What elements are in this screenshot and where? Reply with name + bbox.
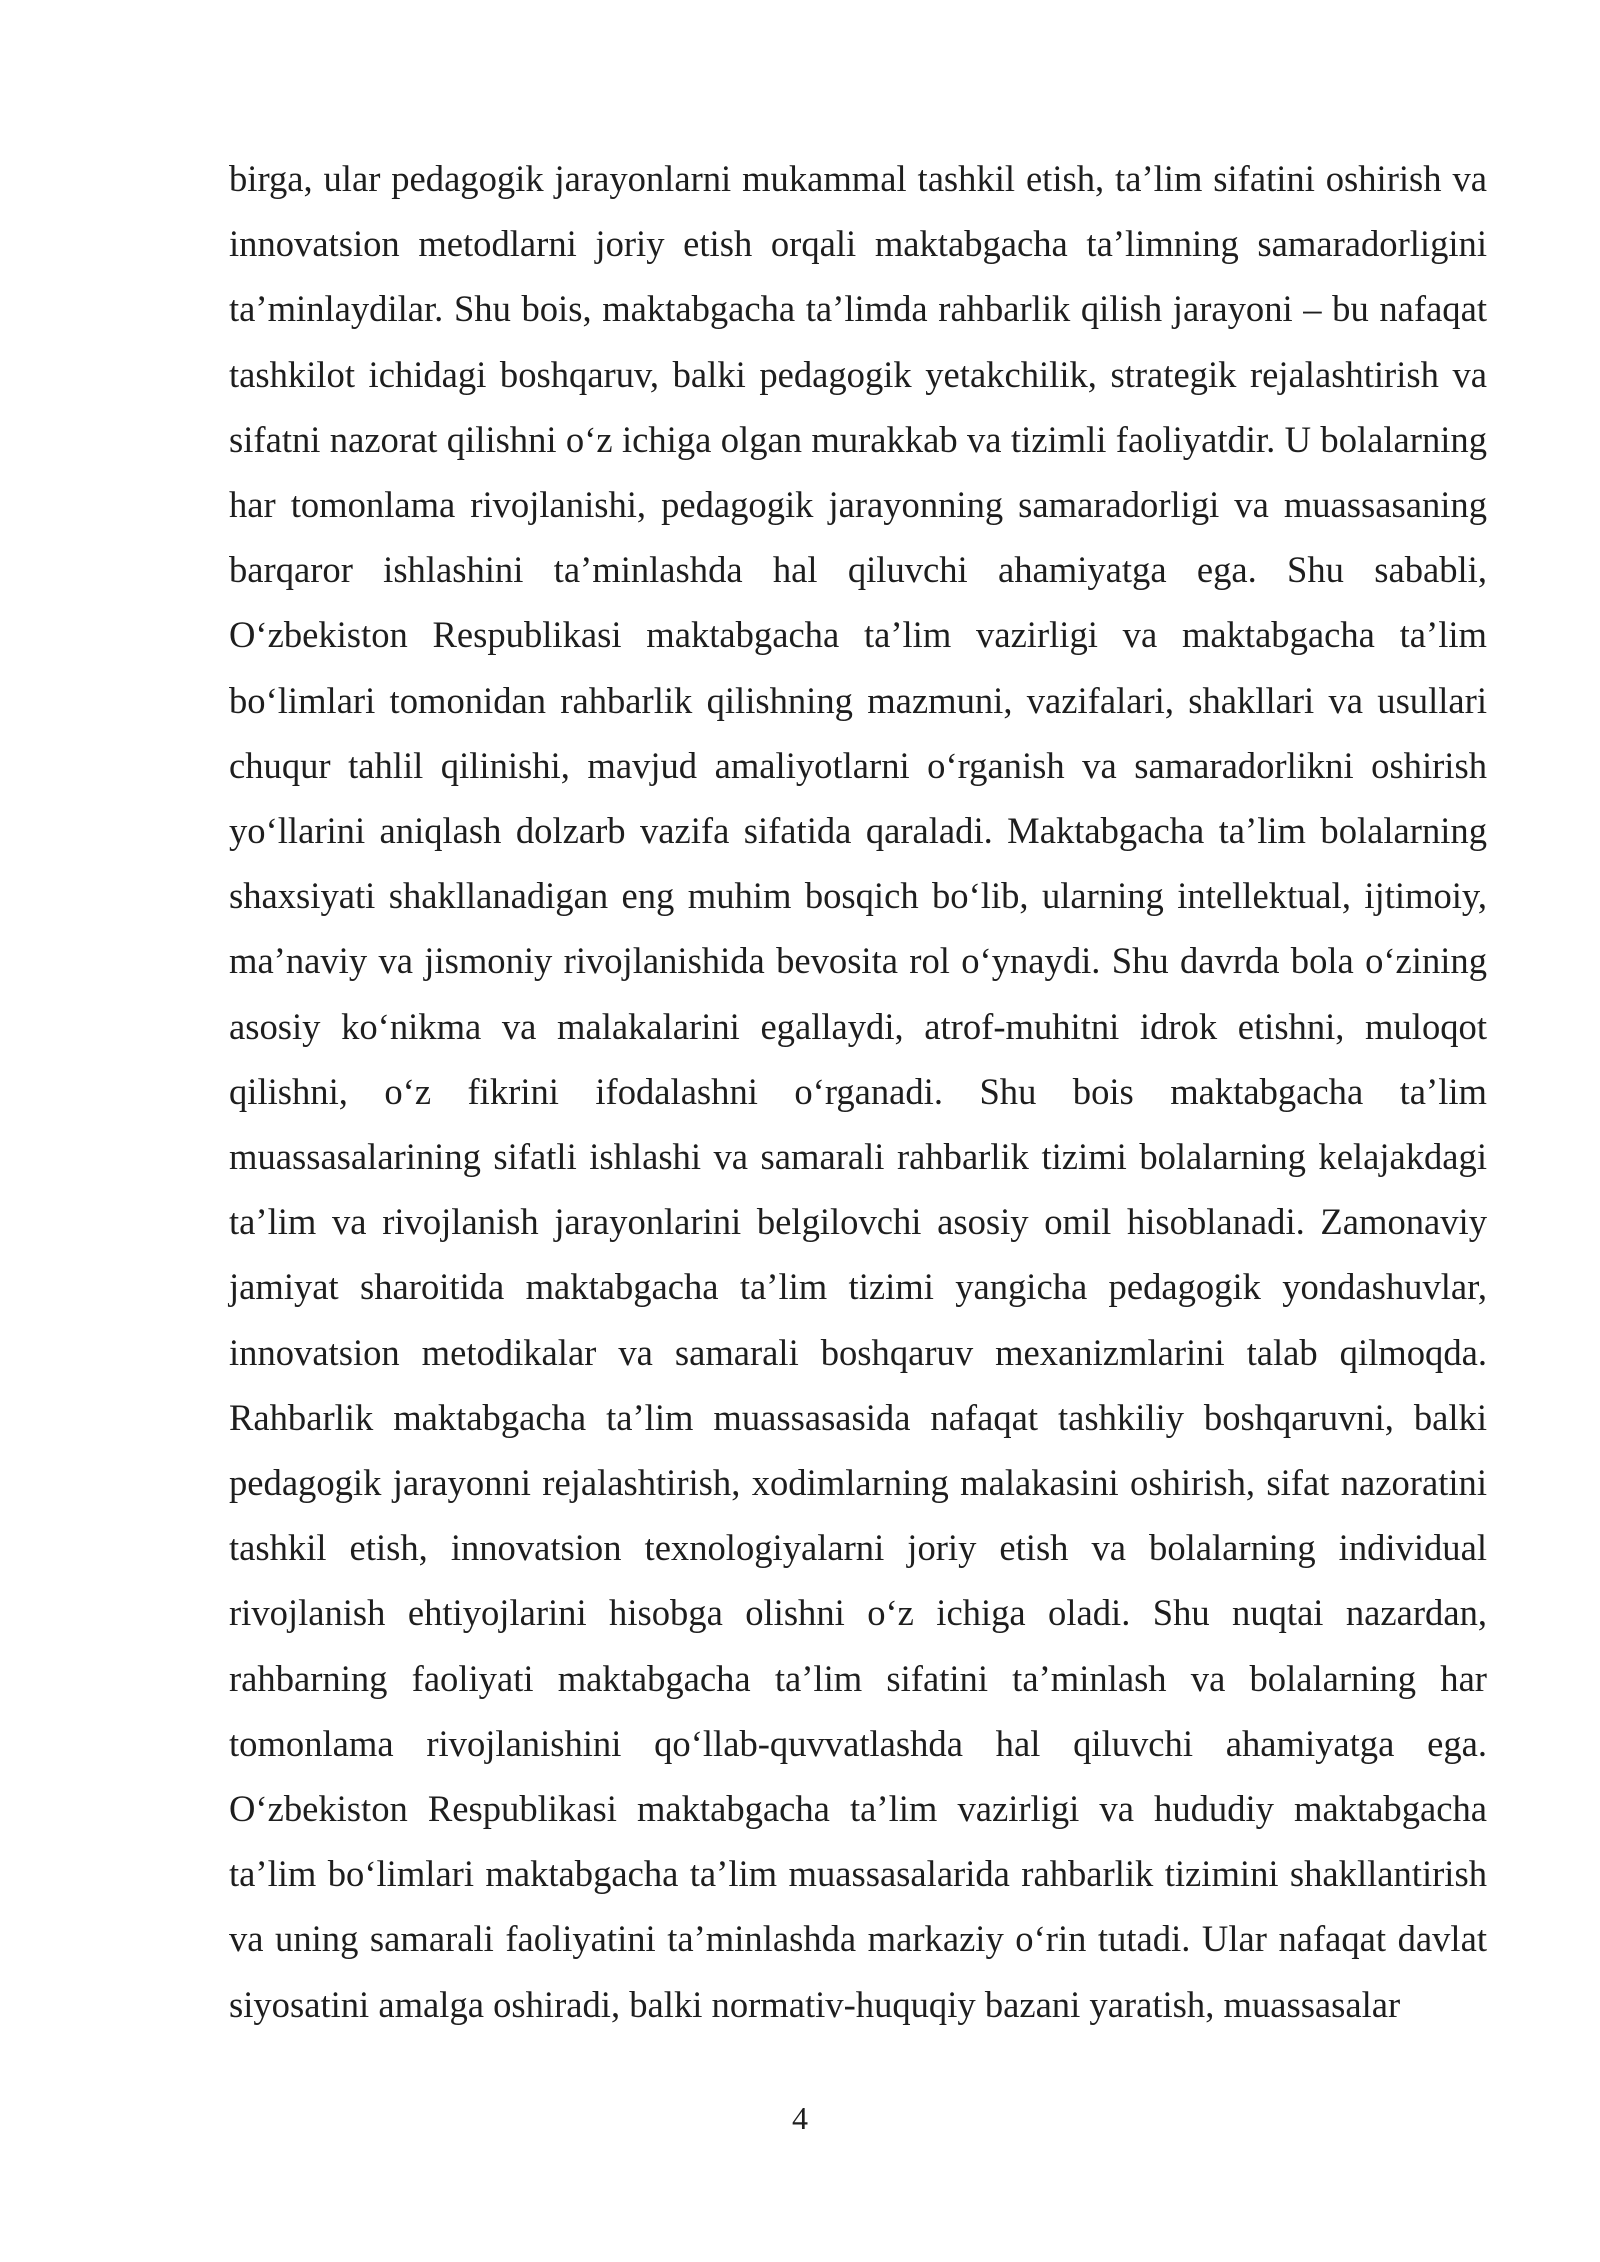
- page-number: 4: [792, 2100, 808, 2136]
- body-paragraph: birga, ular pedagogik jarayonlarni mukammal tashkil etish, ta’lim sifatini oshirish va innovatsion metodlarni joriy etish orqali maktabgacha ta’limning samaradorligini ta’minlaydilar. Shu bois, maktabgacha ta’limda rahbarlik qilish jarayoni – bu nafaqat tashkilot ichidagi boshqaruv, balki pedagogik yetakchilik, strategik rejalashtirish va sifatni nazorat qilishni o‘z ichiga olgan murakkab va tizimli faoliyatdir. U bolalarning har tomonlama rivojlanishi, pedagogik jarayonning samaradorligi va muassasaning barqaror ishlashini ta’minlashda hal qiluvchi ahamiyatga ega. Shu sababli, O‘zbekiston Respublikasi maktabgacha ta’lim vazirligi va maktabgacha ta’lim bo‘limlari tomonidan rahbarlik qilishning mazmuni, vazifalari, shakllari va usullari chuqur tahlil qilinishi, mavjud amaliyotlarni o‘rganish va samaradorlikni oshirish yo‘llarini aniqlash dolzarb vazifa sifatida qaraladi. Maktabgacha ta’lim bolalarning shaxsiyati shakllanadigan eng muhim bosqich bo‘lib, ularning intellektual, ijtimoiy, ma’naviy va jismoniy rivojlanishida bevosita rol o‘ynaydi. Shu davrda bola o‘zining asosiy ko‘nikma va malakalarini egallaydi, atrof-muhitni idrok etishni, muloqot qilishni, o‘z fikrini ifodalashni o‘rganadi. Shu bois maktabgacha ta’lim muassasalarining sifatli ishlashi va samarali rahbarlik tizimi bolalarning kelajakdagi ta’lim va rivojlanish jarayonlarini belgilovchi asosiy omil hisoblanadi. Zamonaviy jamiyat sharoitida maktabgacha ta’lim tizimi yangicha pedagogik yondashuvlar, innovatsion metodikalar va samarali boshqaruv mexanizmlarini talab qilmoqda. Rahbarlik maktabgacha ta’lim muassasasida nafaqat tashkiliy boshqaruvni, balki pedagogik jarayonni rejalashtirish, xodimlarning malakasini oshirish, sifat nazoratini tashkil etish, innovatsion texnologiyalarni joriy etish va bolalarning individual rivojlanish ehtiyojlarini hisobga olishni o‘z ichiga oladi. Shu nuqtai nazardan, rahbarning faoliyati maktabgacha ta’lim sifatini ta’minlash va bolalarning har tomonlama rivojlanishini qo‘llab-quvvatlashda hal qiluvchi ahamiyatga ega. O‘zbekiston Respublikasi maktabgacha ta’lim vazirligi va hududiy maktabgacha ta’lim bo‘limlari maktabgacha ta’lim muassasalarida rahbarlik tizimini shakllantirish va uning samarali faoliyatini ta’minlashda markaziy o‘rin tutadi. Ular nafaqat davlat siyosatini amalga oshiradi, balki normativ-huquqiy bazani yaratish, muassasalar: [229, 158, 1487, 2025]
